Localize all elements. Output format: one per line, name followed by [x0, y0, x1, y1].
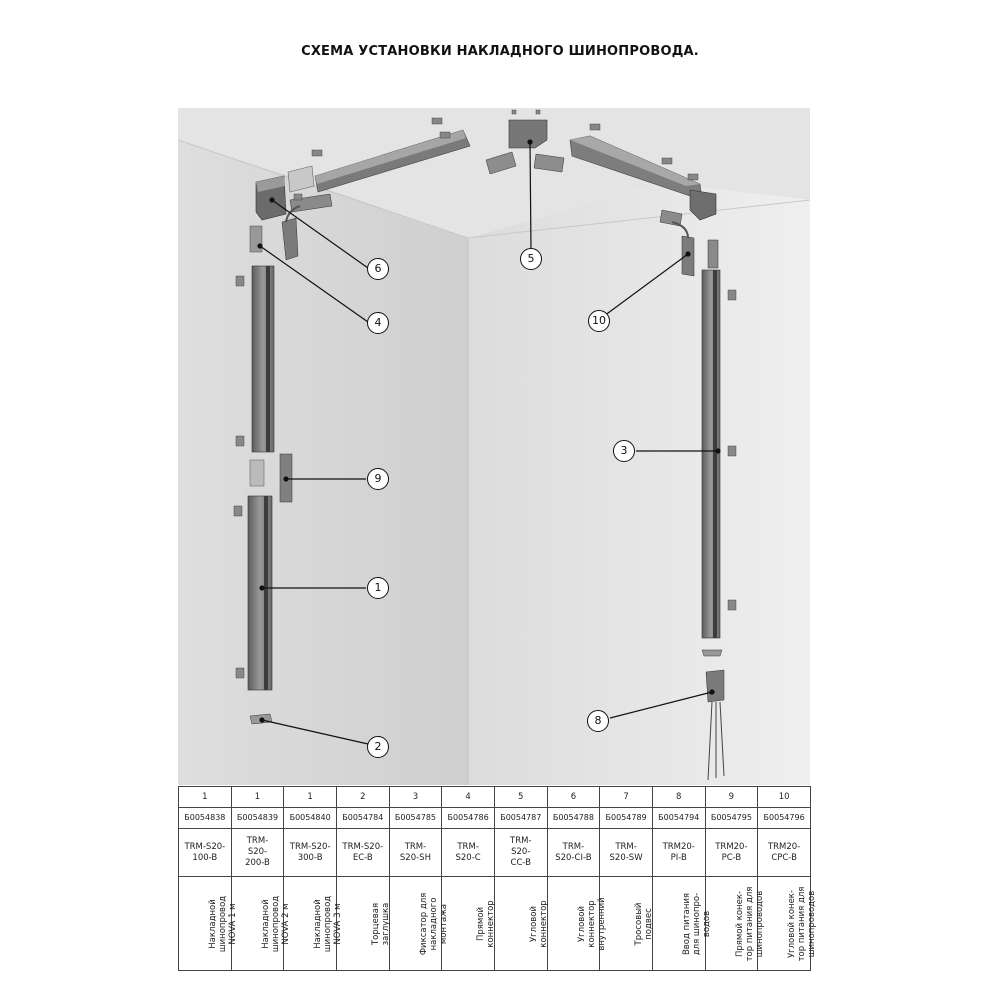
table-cell: 5	[494, 787, 547, 808]
table-cell	[494, 829, 547, 877]
table-row-numbers	[179, 787, 811, 808]
callout-9: 9	[367, 468, 389, 490]
table-cell: 7	[600, 787, 653, 808]
product-name: Торцевая заглушка	[370, 902, 391, 945]
product-name: Накладной шинопровод NOVA 2 м	[260, 895, 291, 952]
table-cell	[231, 808, 284, 829]
callout-5: 5	[520, 248, 542, 270]
table-cell	[389, 829, 442, 877]
model-code: TRM- S20- 200-B	[245, 836, 270, 868]
page-title: СХЕМА УСТАНОВКИ НАКЛАДНОГО ШИНОПРОВОДА.	[301, 44, 699, 59]
table-cell	[284, 877, 344, 971]
product-name: Фиксатор для накладного монтажа	[418, 892, 449, 955]
callout-2: 2	[367, 736, 389, 758]
model-code: TRM- S20-SH	[399, 841, 431, 863]
table-cell: 1	[231, 787, 284, 808]
product-name: Накладной шинопровод NOVA 1 м	[208, 895, 238, 952]
article-code: Б0054785	[394, 813, 437, 822]
table-cell: 10	[758, 787, 811, 808]
article-code: Б0054786	[447, 813, 489, 822]
product-name: Ввод питания для шинопро- водов	[681, 892, 712, 955]
table-cell: 4	[442, 787, 495, 808]
table-cell	[179, 829, 232, 877]
callout-6: 6	[367, 258, 389, 280]
parts-table	[178, 786, 818, 971]
table-cell: 9	[705, 787, 758, 808]
table-cell	[389, 877, 449, 971]
model-code: TRM- S20-SW	[609, 841, 643, 863]
callout-3: 3	[613, 440, 635, 462]
table-cell: 3	[389, 787, 442, 808]
table-cell	[758, 877, 818, 971]
product-name: Угловой коннектор внутренний	[576, 896, 607, 951]
table-cell	[336, 829, 389, 877]
table-cell	[442, 877, 495, 971]
callout-1: 1	[367, 577, 389, 599]
article-code: Б0054788	[552, 813, 594, 822]
table-cell	[179, 877, 238, 971]
wall-track-right	[702, 270, 722, 656]
callout-4: 4	[367, 312, 389, 334]
model-code: TRM-S20- EC-B	[342, 841, 384, 863]
article-code: Б0054795	[710, 813, 752, 822]
table-cell: 6	[547, 787, 600, 808]
table-cell	[600, 877, 653, 971]
table-cell	[705, 808, 758, 829]
article-code: Б0054839	[236, 813, 279, 822]
article-code: Б0054838	[184, 813, 226, 822]
article-code: Б0054794	[658, 813, 700, 822]
table-cell: 2	[336, 787, 389, 808]
product-name: Накладной шинопровод NOVA 3 м	[313, 895, 344, 952]
product-name: Угловой конек- тор питания для шинопроводов	[787, 886, 818, 961]
table-cell	[758, 829, 811, 877]
model-code: TRM- S20-C	[455, 841, 481, 863]
model-code: TRM20- CPC-B	[767, 841, 801, 863]
article-code: Б0054796	[763, 813, 805, 822]
table-cell	[442, 808, 495, 829]
table-row-models	[179, 829, 811, 877]
table-cell	[600, 829, 653, 877]
table-cell	[284, 808, 337, 829]
article-code: Б0054789	[605, 813, 647, 822]
model-code: TRM- S20- CC-B	[510, 836, 532, 868]
callout-10: 10	[588, 310, 610, 332]
product-name: Угловой коннектор	[528, 899, 549, 948]
table-cell	[547, 808, 600, 829]
table-cell	[336, 808, 389, 829]
table-cell	[547, 877, 607, 971]
table-cell	[494, 808, 547, 829]
table-cell	[705, 829, 758, 877]
table-cell: 1	[284, 787, 337, 808]
model-code: TRM-S20- 300-B	[289, 841, 331, 863]
table-cell	[389, 808, 442, 829]
table-cell	[494, 877, 547, 971]
table-cell	[231, 877, 291, 971]
table-cell	[284, 829, 337, 877]
table-cell	[179, 808, 232, 829]
table-cell: 8	[652, 787, 705, 808]
table-cell	[652, 829, 705, 877]
article-code: Б0054787	[500, 813, 542, 822]
wall-track-left-lower	[248, 496, 272, 690]
table-cell	[547, 829, 600, 877]
model-code: TRM20- PC-B	[715, 841, 748, 863]
callout-8: 8	[587, 710, 609, 732]
table-row-names	[179, 877, 811, 971]
product-name: Прямой коннектор	[476, 899, 497, 948]
table-cell: 1	[179, 787, 232, 808]
article-code: Б0054840	[289, 813, 331, 822]
article-code: Б0054784	[342, 813, 384, 822]
table-cell	[442, 829, 495, 877]
table-cell	[705, 877, 765, 971]
model-code: TRM- S20-CI-B	[555, 841, 592, 863]
table-cell	[600, 808, 653, 829]
table-cell	[231, 829, 284, 877]
product-name: Тросовый подвес	[634, 902, 655, 945]
table-cell	[652, 877, 712, 971]
table-cell	[758, 808, 811, 829]
table-row-articles	[179, 808, 811, 829]
model-code: TRM20- PI-B	[662, 841, 695, 863]
table-cell	[336, 877, 389, 971]
product-name: Прямой конек- тор питания для шинопроводов	[734, 886, 765, 961]
table-cell	[652, 808, 705, 829]
model-code: TRM-S20- 100-B	[184, 841, 226, 863]
